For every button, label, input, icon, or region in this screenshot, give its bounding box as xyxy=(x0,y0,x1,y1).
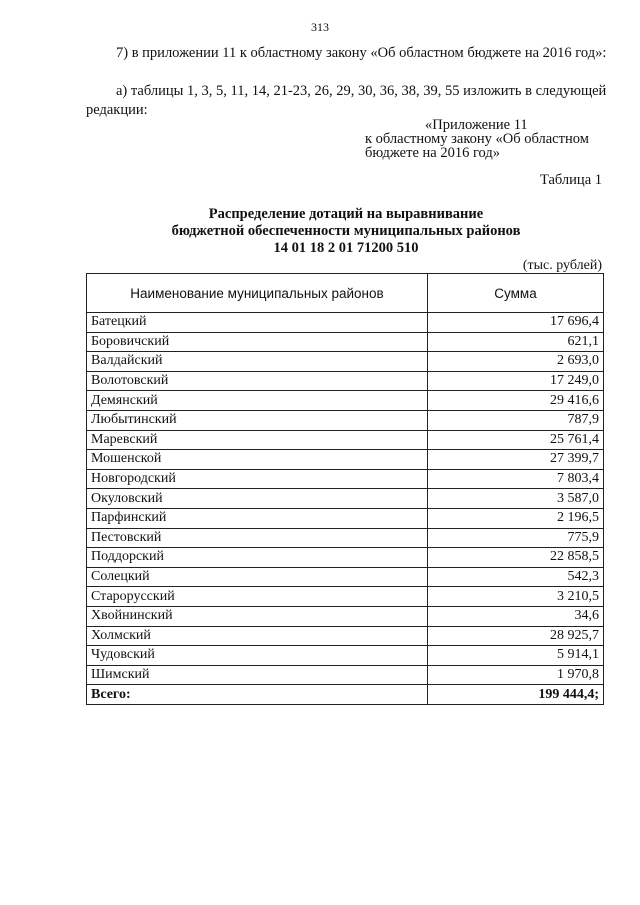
table-row xyxy=(87,313,604,333)
district-name: Парфинский xyxy=(87,508,428,528)
district-amount: 22 858,5 xyxy=(428,548,604,568)
district-name: Новгородский xyxy=(87,469,428,489)
appendix-line-2: к областному закону «Об областном xyxy=(365,131,589,147)
district-name: Любытинский xyxy=(87,410,428,430)
district-amount: 27 399,7 xyxy=(428,450,604,470)
district-amount: 1 970,8 xyxy=(428,665,604,685)
page-number: 313 xyxy=(311,20,329,34)
table-row xyxy=(87,489,604,509)
table-header-row xyxy=(87,274,604,313)
district-amount: 542,3 xyxy=(428,567,604,587)
heading-line-3: 14 01 18 2 01 71200 510 xyxy=(273,240,419,256)
district-amount: 621,1 xyxy=(428,332,604,352)
district-name: Шимский xyxy=(87,665,428,685)
district-amount: 34,6 xyxy=(428,606,604,626)
table-row xyxy=(87,567,604,587)
district-amount: 5 914,1 xyxy=(428,646,604,666)
instruction-text: а) таблицы 1, 3, 5, 11, 14, 21-23, 26, 29, 30, 36, 38, 39, 55 изложить в следующей редакции: xyxy=(86,83,607,118)
district-name: Солецкий xyxy=(87,567,428,587)
district-name: Поддорский xyxy=(87,548,428,568)
table-row xyxy=(87,352,604,372)
district-amount: 2 693,0 xyxy=(428,352,604,372)
district-name: Демянский xyxy=(87,391,428,411)
district-amount: 28 925,7 xyxy=(428,626,604,646)
table-row xyxy=(87,430,604,450)
district-amount: 787,9 xyxy=(428,410,604,430)
district-name: Боровичский xyxy=(87,332,428,352)
total-amount: 199 444,4; xyxy=(428,685,604,705)
district-name: Батецкий xyxy=(87,313,428,333)
table-row xyxy=(87,626,604,646)
heading-line-1: Распределение дотаций на выравнивание xyxy=(208,206,484,222)
district-amount: 25 761,4 xyxy=(428,430,604,450)
district-amount: 17 249,0 xyxy=(428,371,604,391)
table-row xyxy=(87,469,604,489)
table-row xyxy=(87,606,604,626)
district-amount: 3 210,5 xyxy=(428,587,604,607)
district-amount: 17 696,4 xyxy=(428,313,604,333)
table-row xyxy=(87,410,604,430)
table-row xyxy=(87,528,604,548)
appendix-reference xyxy=(365,118,615,160)
column-header-amount: Сумма xyxy=(428,274,604,313)
district-amount: 2 196,5 xyxy=(428,508,604,528)
table-row xyxy=(87,665,604,685)
table-row xyxy=(87,332,604,352)
total-row xyxy=(87,685,604,705)
district-name: Старорусский xyxy=(87,587,428,607)
table-row xyxy=(87,548,604,568)
table-heading xyxy=(86,206,606,257)
table-row xyxy=(87,587,604,607)
amendment-text: 7) в приложении 11 к областному закону «Об областном бюджете на 2016 год»: xyxy=(116,45,607,61)
subsidies-table xyxy=(86,273,604,705)
district-amount: 7 803,4 xyxy=(428,469,604,489)
column-header-name: Наименование муниципальных районов xyxy=(87,274,428,313)
heading-line-2: бюджетной обеспеченности муниципальных районов xyxy=(171,223,521,239)
district-name: Волотовский xyxy=(87,371,428,391)
appendix-line-1: «Приложение 11 xyxy=(425,117,528,133)
district-name: Холмский xyxy=(87,626,428,646)
table-row xyxy=(87,646,604,666)
district-name: Валдайский xyxy=(87,352,428,372)
district-name: Пестовский xyxy=(87,528,428,548)
district-amount: 3 587,0 xyxy=(428,489,604,509)
table-label: Таблица 1 xyxy=(539,172,602,188)
district-amount: 775,9 xyxy=(428,528,604,548)
amendment-paragraph xyxy=(86,44,608,63)
appendix-line-3: бюджете на 2016 год» xyxy=(365,145,501,161)
table-row xyxy=(87,371,604,391)
district-name: Мошенской xyxy=(87,450,428,470)
district-name: Чудовский xyxy=(87,646,428,666)
district-name: Окуловский xyxy=(87,489,428,509)
district-name: Маревский xyxy=(87,430,428,450)
table-row xyxy=(87,450,604,470)
table-row xyxy=(87,391,604,411)
total-label: Всего: xyxy=(87,685,428,705)
units-label: (тыс. рублей) xyxy=(522,258,602,273)
table-row xyxy=(87,508,604,528)
instruction-paragraph xyxy=(86,82,608,120)
district-name: Хвойнинский xyxy=(87,606,428,626)
district-amount: 29 416,6 xyxy=(428,391,604,411)
